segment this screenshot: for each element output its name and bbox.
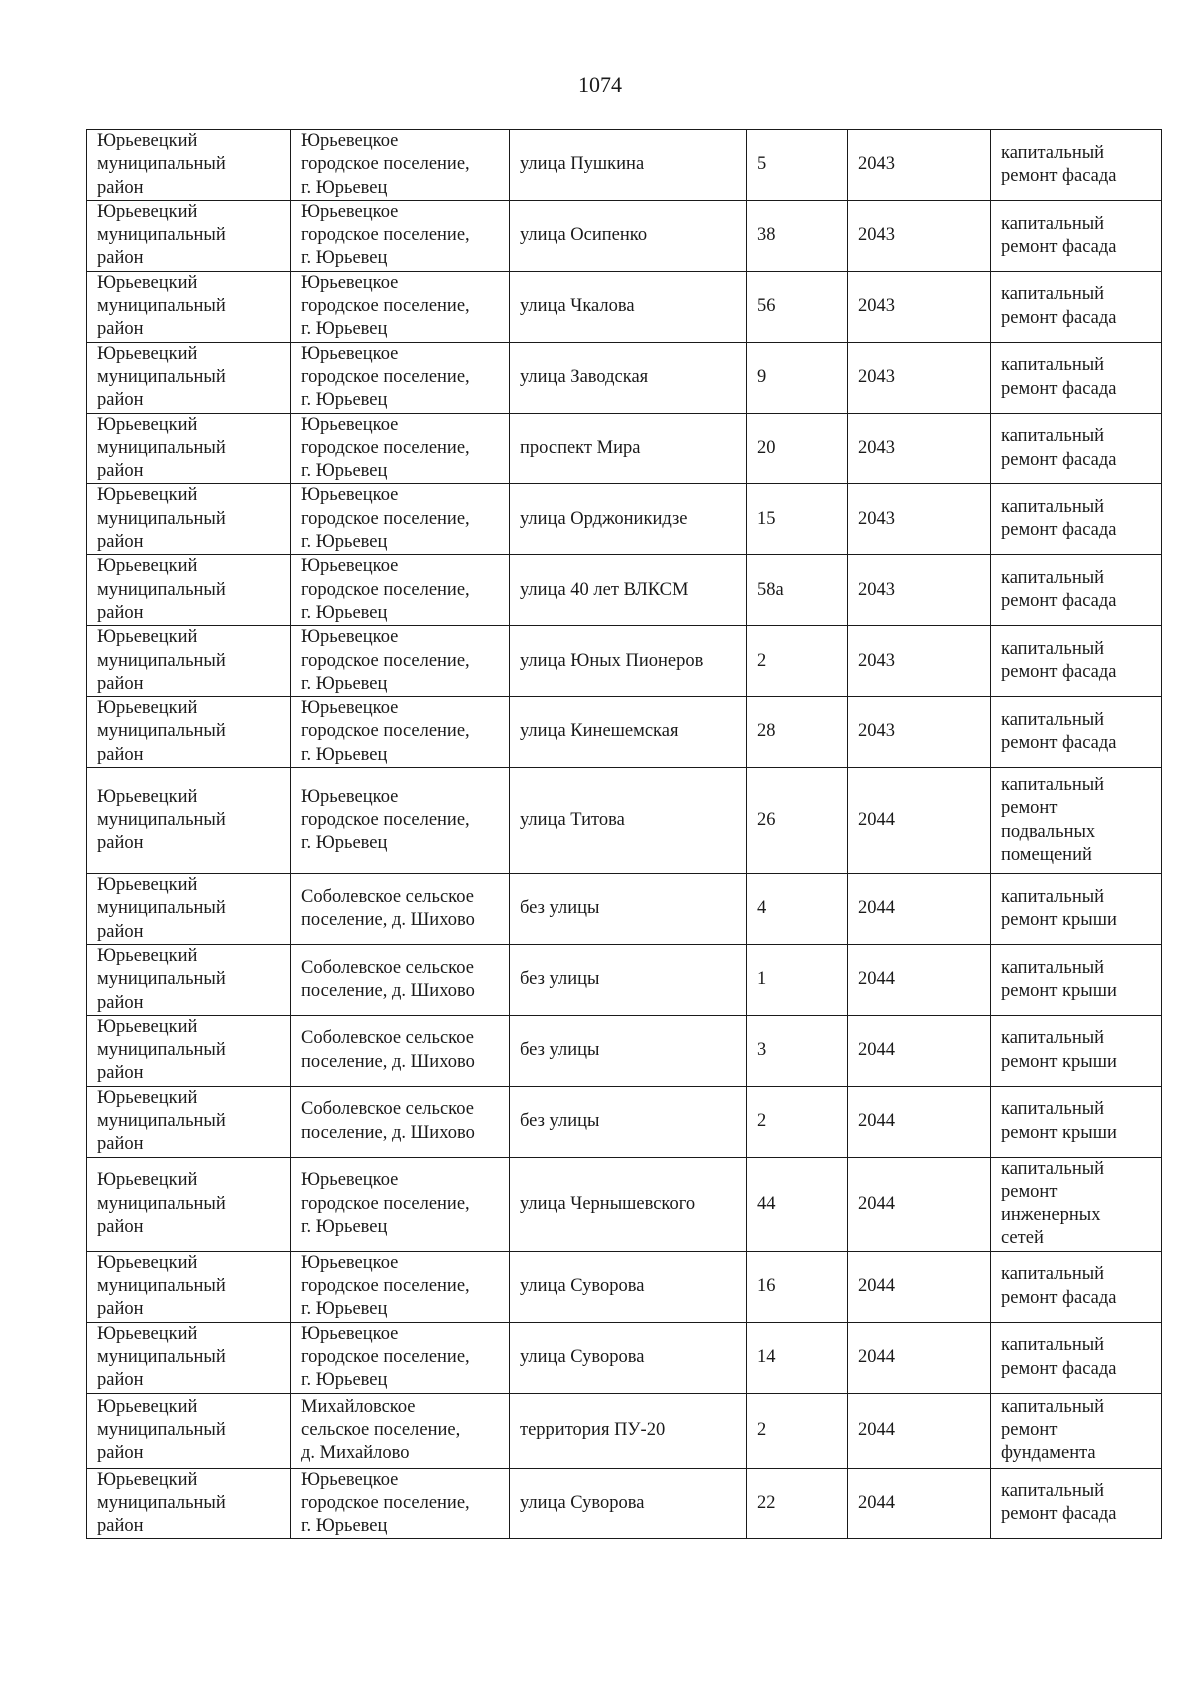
district-cell-line: район xyxy=(97,1299,144,1320)
settlement-cell-line: Юрьевецкое xyxy=(301,131,399,151)
district-cell-line: Юрьевецкий xyxy=(97,698,198,719)
settlement-cell-line: г. Юрьевец xyxy=(301,673,388,694)
settlement-cell xyxy=(291,1157,510,1251)
settlement-cell-line: Юрьевецкое xyxy=(301,343,399,364)
district-cell-line: район xyxy=(97,461,144,482)
work-type-cell-line: капитальный xyxy=(1001,1335,1105,1356)
work-type-cell xyxy=(991,1251,1162,1322)
work-type-cell-line: ремонт фасада xyxy=(1001,733,1117,754)
work-type-cell-line: подвальных xyxy=(1001,821,1096,842)
work-type-cell-line: капитальный xyxy=(1001,638,1105,659)
year-cell: 2044 xyxy=(848,944,991,1015)
work-type-cell-line: капитальный xyxy=(1001,142,1105,163)
settlement-cell xyxy=(291,768,510,874)
district-cell-line: район xyxy=(97,602,144,623)
settlement-cell-line: городское поселение, xyxy=(301,1346,470,1367)
district-cell-line: район xyxy=(97,673,144,694)
work-type-cell-line: ремонт крыши xyxy=(1001,909,1117,930)
work-type-cell-line: капитальный xyxy=(1001,957,1105,978)
work-type-cell xyxy=(991,413,1162,484)
district-cell-line: муниципальный xyxy=(97,650,226,671)
settlement-cell-line: городское поселение, xyxy=(301,579,470,600)
work-type-cell xyxy=(991,342,1162,413)
work-type-cell xyxy=(991,944,1162,1015)
settlement-cell-line: г. Юрьевец xyxy=(301,248,388,269)
settlement-cell-line: г. Юрьевец xyxy=(301,602,388,623)
work-type-cell xyxy=(991,484,1162,555)
district-cell xyxy=(87,200,291,271)
settlement-cell xyxy=(291,1015,510,1086)
settlement-cell-line: городское поселение, xyxy=(301,721,470,742)
work-type-cell-line: ремонт фасада xyxy=(1001,449,1117,470)
year-cell: 2044 xyxy=(848,1015,991,1086)
district-cell-line: Юрьевецкий xyxy=(97,786,198,807)
work-type-cell xyxy=(991,555,1162,626)
work-type-cell-line: капитальный xyxy=(1001,284,1105,305)
district-cell-line: муниципальный xyxy=(97,579,226,600)
work-type-cell-line: капитальный xyxy=(1001,567,1105,588)
district-cell-line: район xyxy=(97,992,144,1013)
district-cell xyxy=(87,130,291,201)
district-cell-line: Юрьевецкий xyxy=(97,1087,198,1108)
street-cell: улица 40 лет ВЛКСМ xyxy=(510,555,747,626)
house-number-cell: 56 xyxy=(747,271,848,342)
settlement-cell xyxy=(291,342,510,413)
settlement-cell-line: Соболевское сельское xyxy=(301,1099,474,1120)
settlement-cell xyxy=(291,626,510,697)
street-cell: улица Чкалова xyxy=(510,271,747,342)
settlement-cell-line: Соболевское сельское xyxy=(301,886,474,907)
district-cell-line: район xyxy=(97,1063,144,1084)
work-type-cell-line: капитальный xyxy=(1001,709,1105,730)
year-cell: 2043 xyxy=(848,626,991,697)
settlement-cell-line: Юрьевецкое xyxy=(301,1252,399,1273)
district-cell-line: Юрьевецкий xyxy=(97,1170,198,1191)
work-type-cell xyxy=(991,1468,1162,1539)
year-cell: 2044 xyxy=(848,1251,991,1322)
settlement-cell-line: городское поселение, xyxy=(301,650,470,671)
settlement-cell-line: Юрьевецкое xyxy=(301,272,399,293)
work-type-cell-line: ремонт фасада xyxy=(1001,591,1117,612)
table-row xyxy=(87,697,1162,768)
district-cell-line: Юрьевецкий xyxy=(97,556,198,577)
work-type-cell-line: капитальный xyxy=(1001,1481,1105,1502)
house-number-cell: 2 xyxy=(747,626,848,697)
settlement-cell-line: городское поселение, xyxy=(301,296,470,317)
settlement-cell-line: Юрьевецкое xyxy=(301,414,399,435)
district-cell-line: район xyxy=(97,177,144,198)
settlement-cell-line: г. Юрьевец xyxy=(301,390,388,411)
street-cell: без улицы xyxy=(510,944,747,1015)
district-cell-line: Юрьевецкий xyxy=(97,875,198,896)
district-cell xyxy=(87,1157,291,1251)
house-number-cell: 22 xyxy=(747,1468,848,1539)
table-row xyxy=(87,130,1162,201)
settlement-cell-line: городское поселение, xyxy=(301,809,470,830)
district-cell xyxy=(87,874,291,945)
table-row xyxy=(87,626,1162,697)
table-row xyxy=(87,484,1162,555)
settlement-cell xyxy=(291,484,510,555)
year-cell: 2044 xyxy=(848,874,991,945)
table-row xyxy=(87,1086,1162,1157)
district-cell-line: муниципальный xyxy=(97,1419,226,1440)
district-cell-line: район xyxy=(97,1370,144,1391)
page-number: 1074 xyxy=(578,72,622,97)
settlement-cell-line: городское поселение, xyxy=(301,1492,470,1513)
table-row xyxy=(87,271,1162,342)
work-type-cell-line: капитальный xyxy=(1001,1028,1105,1049)
work-type-cell-line: инженерных xyxy=(1001,1205,1101,1226)
settlement-cell xyxy=(291,1393,510,1468)
district-cell-line: район xyxy=(97,833,144,854)
street-cell: улица Пушкина xyxy=(510,130,747,201)
work-type-cell-line: капитальный xyxy=(1001,497,1105,518)
settlement-cell-line: поселение, д. Шихово xyxy=(301,909,475,930)
settlement-cell-line: Юрьевецкое xyxy=(301,1323,399,1344)
settlement-cell-line: Михайловское xyxy=(301,1396,416,1417)
house-number-cell: 4 xyxy=(747,874,848,945)
settlement-cell-line: г. Юрьевец xyxy=(301,1216,388,1237)
year-cell: 2043 xyxy=(848,200,991,271)
district-cell-line: муниципальный xyxy=(97,1492,226,1513)
street-cell: без улицы xyxy=(510,874,747,945)
settlement-cell-line: г. Юрьевец xyxy=(301,461,388,482)
work-type-cell-line: ремонт фасада xyxy=(1001,1504,1117,1525)
street-cell: улица Орджоникидзе xyxy=(510,484,747,555)
settlement-cell xyxy=(291,1322,510,1393)
settlement-cell-line: Соболевское сельское xyxy=(301,957,474,978)
district-cell-line: Юрьевецкий xyxy=(97,1323,198,1344)
work-type-cell-line: капитальный xyxy=(1001,1396,1105,1417)
settlement-cell-line: Юрьевецкое xyxy=(301,627,399,648)
district-cell-line: муниципальный xyxy=(97,225,226,246)
work-type-cell-line: фундамента xyxy=(1001,1443,1096,1464)
district-cell-line: район xyxy=(97,532,144,553)
district-cell-line: муниципальный xyxy=(97,969,226,990)
year-cell: 2044 xyxy=(848,1468,991,1539)
district-cell xyxy=(87,626,291,697)
year-cell: 2043 xyxy=(848,130,991,201)
settlement-cell xyxy=(291,200,510,271)
settlement-cell-line: г. Юрьевец xyxy=(301,1370,388,1391)
work-type-cell xyxy=(991,1157,1162,1251)
district-cell-line: муниципальный xyxy=(97,154,226,175)
table-row xyxy=(87,1322,1162,1393)
district-cell xyxy=(87,1086,291,1157)
work-type-cell-line: ремонт фасада xyxy=(1001,1358,1117,1379)
settlement-cell-line: городское поселение, xyxy=(301,225,470,246)
district-cell-line: муниципальный xyxy=(97,1110,226,1131)
district-cell xyxy=(87,697,291,768)
work-type-cell xyxy=(991,697,1162,768)
work-type-cell xyxy=(991,768,1162,874)
year-cell: 2044 xyxy=(848,768,991,874)
district-cell-line: район xyxy=(97,1134,144,1155)
district-cell-line: муниципальный xyxy=(97,1346,226,1367)
settlement-cell-line: сельское поселение, xyxy=(301,1419,461,1440)
house-number-cell: 14 xyxy=(747,1322,848,1393)
settlement-cell-line: поселение, д. Шихово xyxy=(301,1051,475,1072)
district-cell-line: муниципальный xyxy=(97,1193,226,1214)
work-type-cell-line: капитальный xyxy=(1001,886,1105,907)
district-cell xyxy=(87,342,291,413)
district-cell-line: Юрьевецкий xyxy=(97,627,198,648)
settlement-cell-line: г. Юрьевец xyxy=(301,532,388,553)
work-type-cell xyxy=(991,1393,1162,1468)
repair-schedule-table xyxy=(86,129,1162,1539)
street-cell: без улицы xyxy=(510,1086,747,1157)
district-cell xyxy=(87,944,291,1015)
settlement-cell-line: Юрьевецкое xyxy=(301,1469,399,1490)
settlement-cell-line: поселение, д. Шихово xyxy=(301,1122,475,1143)
work-type-cell-line: капитальный xyxy=(1001,1099,1105,1120)
year-cell: 2043 xyxy=(848,484,991,555)
settlement-cell-line: г. Юрьевец xyxy=(301,1299,388,1320)
table-row xyxy=(87,944,1162,1015)
street-cell: улица Чернышевского xyxy=(510,1157,747,1251)
district-cell xyxy=(87,484,291,555)
district-cell-line: Юрьевецкий xyxy=(97,343,198,364)
street-cell: улица Осипенко xyxy=(510,200,747,271)
settlement-cell-line: г. Юрьевец xyxy=(301,1516,388,1537)
settlement-cell-line: г. Юрьевец xyxy=(301,177,388,198)
district-cell xyxy=(87,1468,291,1539)
year-cell: 2043 xyxy=(848,413,991,484)
work-type-cell xyxy=(991,874,1162,945)
house-number-cell: 15 xyxy=(747,484,848,555)
settlement-cell-line: городское поселение, xyxy=(301,366,470,387)
work-type-cell-line: сетей xyxy=(1001,1228,1044,1249)
settlement-cell xyxy=(291,697,510,768)
settlement-cell xyxy=(291,271,510,342)
table-row xyxy=(87,1015,1162,1086)
settlement-cell-line: Соболевское сельское xyxy=(301,1028,474,1049)
street-cell: улица Юных Пионеров xyxy=(510,626,747,697)
house-number-cell: 1 xyxy=(747,944,848,1015)
house-number-cell: 44 xyxy=(747,1157,848,1251)
settlement-cell-line: Юрьевецкое xyxy=(301,698,399,719)
settlement-cell-line: городское поселение, xyxy=(301,508,470,529)
settlement-cell-line: городское поселение, xyxy=(301,154,470,175)
house-number-cell: 2 xyxy=(747,1086,848,1157)
year-cell: 2044 xyxy=(848,1322,991,1393)
year-cell: 2044 xyxy=(848,1086,991,1157)
settlement-cell xyxy=(291,874,510,945)
work-type-cell xyxy=(991,1086,1162,1157)
table-row xyxy=(87,413,1162,484)
work-type-cell-line: ремонт фасада xyxy=(1001,378,1117,399)
district-cell-line: муниципальный xyxy=(97,296,226,317)
street-cell: проспект Мира xyxy=(510,413,747,484)
street-cell: улица Заводская xyxy=(510,342,747,413)
district-cell-line: муниципальный xyxy=(97,898,226,919)
work-type-cell-line: капитальный xyxy=(1001,213,1105,234)
settlement-cell-line: Юрьевецкое xyxy=(301,201,399,222)
settlement-cell-line: Юрьевецкое xyxy=(301,556,399,577)
settlement-cell-line: городское поселение, xyxy=(301,1193,470,1214)
house-number-cell: 16 xyxy=(747,1251,848,1322)
district-cell-line: Юрьевецкий xyxy=(97,1016,198,1037)
district-cell xyxy=(87,271,291,342)
district-cell xyxy=(87,1015,291,1086)
district-cell-line: муниципальный xyxy=(97,508,226,529)
work-type-cell xyxy=(991,1322,1162,1393)
year-cell: 2043 xyxy=(848,342,991,413)
street-cell: без улицы xyxy=(510,1015,747,1086)
work-type-cell-line: ремонт крыши xyxy=(1001,1122,1117,1143)
table-row xyxy=(87,1251,1162,1322)
work-type-cell-line: капитальный xyxy=(1001,426,1105,447)
district-cell-line: Юрьевецкий xyxy=(97,272,198,293)
district-cell-line: район xyxy=(97,1443,144,1464)
street-cell: улица Суворова xyxy=(510,1468,747,1539)
year-cell: 2043 xyxy=(848,555,991,626)
street-cell: улица Титова xyxy=(510,768,747,874)
district-cell-line: муниципальный xyxy=(97,1040,226,1061)
work-type-cell-line: ремонт фасада xyxy=(1001,165,1117,186)
settlement-cell-line: городское поселение, xyxy=(301,1276,470,1297)
district-cell xyxy=(87,555,291,626)
work-type-cell xyxy=(991,271,1162,342)
work-type-cell-line: ремонт фасада xyxy=(1001,307,1117,328)
district-cell xyxy=(87,413,291,484)
work-type-cell-line: ремонт фасада xyxy=(1001,520,1117,541)
settlement-cell-line: г. Юрьевец xyxy=(301,744,388,765)
district-cell-line: муниципальный xyxy=(97,366,226,387)
settlement-cell xyxy=(291,944,510,1015)
settlement-cell xyxy=(291,1468,510,1539)
work-type-cell-line: ремонт фасада xyxy=(1001,662,1117,683)
work-type-cell-line: капитальный xyxy=(1001,1158,1105,1179)
work-type-cell-line: ремонт крыши xyxy=(1001,980,1117,1001)
year-cell: 2043 xyxy=(848,697,991,768)
district-cell-line: Юрьевецкий xyxy=(97,1396,198,1417)
district-cell-line: район xyxy=(97,390,144,411)
schedule-body xyxy=(87,130,1162,1539)
district-cell xyxy=(87,1322,291,1393)
work-type-cell-line: капитальный xyxy=(1001,774,1105,795)
street-cell: улица Кинешемская xyxy=(510,697,747,768)
settlement-cell-line: поселение, д. Шихово xyxy=(301,980,475,1001)
district-cell xyxy=(87,1251,291,1322)
work-type-cell xyxy=(991,1015,1162,1086)
district-cell-line: Юрьевецкий xyxy=(97,414,198,435)
street-cell: территория ПУ-20 xyxy=(510,1393,747,1468)
work-type-cell-line: капитальный xyxy=(1001,1264,1105,1285)
district-cell-line: район xyxy=(97,921,144,942)
street-cell: улица Суворова xyxy=(510,1322,747,1393)
district-cell-line: Юрьевецкий xyxy=(97,131,198,151)
work-type-cell-line: помещений xyxy=(1001,844,1092,865)
table-row xyxy=(87,768,1162,874)
table-row xyxy=(87,1157,1162,1251)
district-cell xyxy=(87,1393,291,1468)
house-number-cell: 20 xyxy=(747,413,848,484)
district-cell-line: Юрьевецкий xyxy=(97,1469,198,1490)
house-number-cell: 5 xyxy=(747,130,848,201)
district-cell-line: муниципальный xyxy=(97,437,226,458)
district-cell-line: район xyxy=(97,744,144,765)
settlement-cell xyxy=(291,555,510,626)
year-cell: 2043 xyxy=(848,271,991,342)
district-cell-line: муниципальный xyxy=(97,1276,226,1297)
settlement-cell xyxy=(291,130,510,201)
settlement-cell xyxy=(291,413,510,484)
settlement-cell-line: г. Юрьевец xyxy=(301,833,388,854)
settlement-cell xyxy=(291,1086,510,1157)
district-cell-line: муниципальный xyxy=(97,721,226,742)
table-row xyxy=(87,874,1162,945)
work-type-cell-line: капитальный xyxy=(1001,355,1105,376)
settlement-cell-line: Юрьевецкое xyxy=(301,485,399,506)
house-number-cell: 9 xyxy=(747,342,848,413)
work-type-cell-line: ремонт xyxy=(1001,798,1058,819)
house-number-cell: 28 xyxy=(747,697,848,768)
work-type-cell-line: ремонт крыши xyxy=(1001,1051,1117,1072)
street-cell: улица Суворова xyxy=(510,1251,747,1322)
district-cell-line: Юрьевецкий xyxy=(97,945,198,966)
settlement-cell xyxy=(291,1251,510,1322)
table-row xyxy=(87,342,1162,413)
district-cell-line: Юрьевецкий xyxy=(97,485,198,506)
district-cell xyxy=(87,768,291,874)
table-row xyxy=(87,1468,1162,1539)
district-cell-line: муниципальный xyxy=(97,809,226,830)
work-type-cell-line: ремонт xyxy=(1001,1419,1058,1440)
house-number-cell: 26 xyxy=(747,768,848,874)
district-cell-line: район xyxy=(97,1516,144,1537)
work-type-cell xyxy=(991,200,1162,271)
work-type-cell-line: ремонт фасада xyxy=(1001,1287,1117,1308)
house-number-cell: 2 xyxy=(747,1393,848,1468)
work-type-cell-line: ремонт фасада xyxy=(1001,236,1117,257)
district-cell-line: район xyxy=(97,1216,144,1237)
table-row xyxy=(87,1393,1162,1468)
house-number-cell: 38 xyxy=(747,200,848,271)
district-cell-line: район xyxy=(97,319,144,340)
district-cell-line: район xyxy=(97,248,144,269)
year-cell: 2044 xyxy=(848,1157,991,1251)
work-type-cell xyxy=(991,626,1162,697)
settlement-cell-line: Юрьевецкое xyxy=(301,1170,399,1191)
table-row xyxy=(87,200,1162,271)
settlement-cell-line: городское поселение, xyxy=(301,437,470,458)
settlement-cell-line: Юрьевецкое xyxy=(301,786,399,807)
settlement-cell-line: д. Михайлово xyxy=(301,1443,410,1464)
table-row xyxy=(87,555,1162,626)
house-number-cell: 58а xyxy=(747,555,848,626)
year-cell: 2044 xyxy=(848,1393,991,1468)
work-type-cell xyxy=(991,130,1162,201)
district-cell-line: Юрьевецкий xyxy=(97,1252,198,1273)
house-number-cell: 3 xyxy=(747,1015,848,1086)
work-type-cell-line: ремонт xyxy=(1001,1181,1058,1202)
district-cell-line: Юрьевецкий xyxy=(97,201,198,222)
settlement-cell-line: г. Юрьевец xyxy=(301,319,388,340)
